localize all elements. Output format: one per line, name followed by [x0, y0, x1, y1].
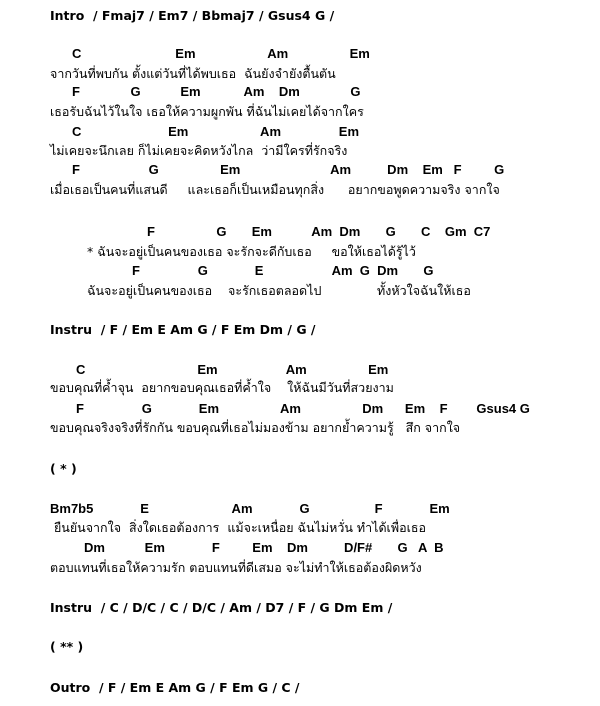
verse1-chords-4: F G Em Am Dm Em F G [72, 162, 505, 177]
repeat-chorus-marker: ( * ) [50, 461, 77, 476]
verse2-lyric-2: ขอบคุณจริงจริงที่รักกัน ขอบคุณที่เธอไม่มองข้าม อยากย้ำความรู้ สึก จากใจ [50, 420, 461, 435]
verse2-chords-1: C Em Am Em [76, 362, 389, 377]
verse1-lyric-4: เมื่อเธอเป็นคนที่แสนดี และเธอก็เป็นเหมือนทุกสิ่ง อยากขอพูดความจริง จากใจ [50, 182, 500, 197]
verse1-lyric-2: เธอรับฉันไว้ในใจ เธอให้ความผูกพัน ที่ฉันไม่เคยได้จากใคร [50, 104, 364, 119]
verse1-chords-1: C Em Am Em [72, 46, 370, 61]
outro-line: Outro / F / Em E Am G / F Em G / C / [50, 680, 300, 695]
verse1-chords-3: C Em Am Em [72, 124, 360, 139]
verse2-chords-2: F G Em Am Dm Em F Gsus4 G [76, 401, 530, 416]
verse2-lyric-1: ขอบคุณที่ค้ำจุน อยากขอบคุณเธอที่ค้ำใจ ให้ฉันมีวันที่สวยงาม [50, 380, 394, 395]
bridge-lyric-1: ยืนยันจากใจ สิ่งใดเธอต้องการ แม้จะเหนื่อย ฉันไม่หวั่น ทำได้เพื่อเธอ [50, 520, 426, 535]
bridge-chords-2: Dm Em F Em Dm D/F# G A B [84, 540, 444, 555]
instru-line-2: Instru / C / D/C / C / D/C / Am / D7 / F / G Dm Em / [50, 600, 393, 615]
instru-line-1: Instru / F / Em E Am G / F Em Dm / G / [50, 322, 316, 337]
verse1-lyric-1: จากวันที่พบกัน ตั้งแต่วันที่ได้พบเธอ ฉันยังจำยังตื้นตัน [50, 66, 336, 81]
repeat-double-star-marker: ( ** ) [50, 639, 84, 654]
verse1-lyric-3: ไม่เคยจะนึกเลย ก็ไม่เคยจะคิดหวังไกล ว่ามีใครที่รักจริง [50, 143, 348, 158]
verse1-chords-2: F G Em Am Dm G [72, 84, 361, 99]
chorus-lyric-2: ฉันจะอยู่เป็นคนของเธอ จะรักเธอตลอดไป ทั้งหัวใจฉันให้เธอ [87, 283, 471, 298]
chorus-lyric-1: * ฉันจะอยู่เป็นคนของเธอ จะรักจะดีกับเธอ ขอให้เธอได้รู้ไว้ [87, 244, 416, 259]
chorus-chords-1: F G Em Am Dm G C Gm C7 [147, 224, 491, 239]
chorus-chords-2: F G E Am G Dm G [132, 263, 434, 278]
intro-line: Intro / Fmaj7 / Em7 / Bbmaj7 / Gsus4 G / [50, 8, 335, 23]
bridge-lyric-2: ตอบแทนที่เธอให้ความรัก ตอบแทนที่ดีเสมอ จะไม่ทำให้เธอต้องผิดหวัง [50, 560, 422, 575]
bridge-chords-1: Bm7b5 E Am G F Em [50, 501, 450, 516]
